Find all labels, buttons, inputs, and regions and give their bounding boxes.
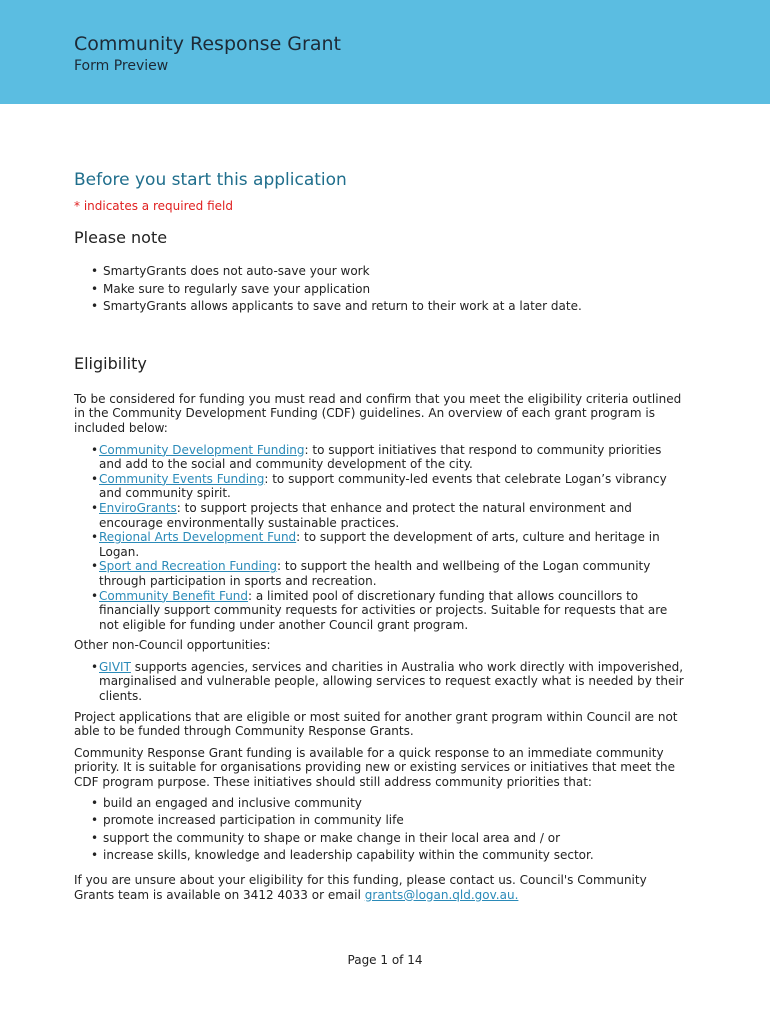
list-item: • promote increased participation in community life	[74, 812, 684, 830]
funding-programs-list	[74, 443, 684, 633]
not-eligible-paragraph: Project applications that are eligible or most suited for another grant program within Council are not able to be funded through Community Response Grants.	[74, 709, 678, 739]
list-item: • increase skills, knowledge and leadership capability within the community sector.	[74, 847, 684, 865]
link-community-events-funding[interactable]: Community Events Funding	[99, 471, 265, 486]
community-priorities-list	[74, 795, 684, 865]
link-givit[interactable]: GIVIT	[99, 659, 131, 674]
link-envirogrants[interactable]: EnviroGrants	[99, 500, 177, 515]
link-community-benefit-fund[interactable]: Community Benefit Fund	[99, 588, 249, 603]
other-opportunities-list	[74, 660, 684, 704]
list-item: • Regional Arts Development Fund: to support the development of arts, culture and heritage in Logan.	[74, 530, 684, 559]
list-item: • Sport and Recreation Funding: to support the health and wellbeing of the Logan community through participation in sports and recreation.	[74, 559, 684, 588]
list-item: • EnviroGrants: to support projects that enhance and protect the natural environment and encourage environmentally sustainable practices.	[74, 501, 684, 530]
other-opportunities-label: Other non-Council opportunities:	[74, 638, 271, 653]
availability-paragraph: Community Response Grant funding is available for a quick response to an immediate community priority. It is suitable for organisations providing new or existing services or initiatives that meet the CDF program purpose. These initiatives should still address community priorities that:	[74, 745, 675, 790]
page-content	[74, 170, 684, 902]
list-item: • GIVIT supports agencies, services and charities in Australia who work directly with impoverished, marginalised and vulnerable people, allowing services to request exactly what is needed by their clients.	[74, 660, 684, 704]
link-community-development-funding[interactable]: Community Development Funding	[99, 442, 305, 457]
link-regional-arts-development-fund[interactable]: Regional Arts Development Fund	[99, 530, 297, 545]
list-item: • Make sure to regularly save your application	[74, 281, 684, 299]
please-note-heading: Please note	[74, 228, 168, 247]
list-item: • build an engaged and inclusive community	[74, 795, 684, 813]
form-subtitle: Form Preview	[74, 58, 169, 74]
list-item: • support the community to shape or make change in their local area and / or	[74, 830, 684, 848]
list-item: • SmartyGrants does not auto-save your work	[74, 263, 684, 281]
eligibility-intro: To be considered for funding you must read and confirm that you meet the eligibility criteria outlined in the Community Development Funding (CDF) guidelines. An overview of each grant program is included below:	[74, 391, 682, 435]
list-item: • Community Benefit Fund: a limited pool of discretionary funding that allows councillors to financially support community requests for activities or projects. Suitable for requests that are not eligible for funding under another Council grant program.	[74, 589, 684, 633]
required-field-note: * indicates a required field	[74, 199, 233, 213]
please-note-list	[74, 263, 684, 316]
list-item: • SmartyGrants allows applicants to save and return to their work at a later date.	[74, 298, 684, 316]
email-link[interactable]: grants@logan.qld.gov.au.	[364, 887, 519, 902]
page-number: Page 1 of 14	[347, 953, 423, 967]
list-item: • Community Events Funding: to support community-led events that celebrate Logan’s vibrancy and community spirit.	[74, 472, 684, 501]
contact-paragraph: If you are unsure about your eligibility for this funding, please contact us. Council's Community Grants team is available on 3412 4033 or email grants@logan.qld.gov.au.	[74, 873, 647, 902]
list-item: • Community Development Funding: to support initiatives that respond to community priorities and add to the social and community development of the city.	[74, 443, 684, 472]
link-sport-and-recreation-funding[interactable]: Sport and Recreation Funding	[99, 559, 278, 574]
section-title: Before you start this application	[74, 170, 347, 190]
eligibility-heading: Eligibility	[74, 353, 147, 373]
header-banner	[0, 0, 770, 104]
form-title: Community Response Grant	[74, 33, 341, 55]
